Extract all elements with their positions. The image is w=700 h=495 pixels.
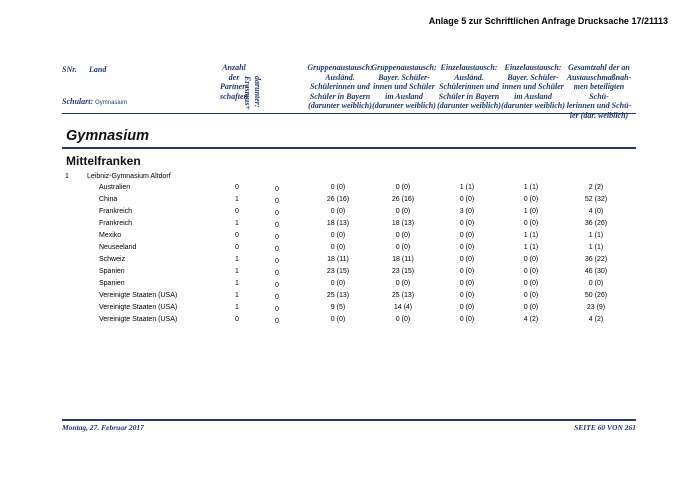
cell-group-in-bayern: 18 (11) bbox=[327, 256, 349, 263]
header-erasmus-line: Erasmus+ bbox=[243, 76, 253, 110]
cell-einzel-im-ausland: 1 (1) bbox=[523, 232, 539, 239]
cell-einzel-im-ausland: 1 (0) bbox=[523, 208, 539, 215]
cell-land: Spanien bbox=[99, 280, 125, 287]
cell-group-in-bayern: 18 (13) bbox=[326, 220, 350, 227]
cell-einzel-in-bayern: 0 (0) bbox=[459, 268, 475, 275]
cell-group-im-ausland: 0 (0) bbox=[395, 208, 411, 215]
cell-einzel-in-bayern: 0 (0) bbox=[459, 244, 475, 251]
cell-einzel-in-bayern: 0 (0) bbox=[459, 280, 475, 287]
cell-group-in-bayern: 26 (16) bbox=[326, 196, 350, 203]
table-row bbox=[0, 196, 700, 208]
header-line: Gruppenaustausch: bbox=[371, 63, 437, 72]
cell-einzel-in-bayern: 0 (0) bbox=[459, 256, 475, 263]
header-line: men beteiligten Schü- bbox=[573, 82, 625, 101]
cell-group-in-bayern: 25 (13) bbox=[326, 292, 350, 299]
cell-land: Frankreich bbox=[99, 220, 133, 227]
header-snr: SNr. bbox=[62, 65, 77, 74]
cell-group-im-ausland: 25 (13) bbox=[391, 292, 415, 299]
header-divider bbox=[62, 113, 636, 114]
table-row bbox=[0, 256, 700, 268]
cell-anzahl: 0 bbox=[235, 316, 239, 323]
header-anzahl-line: schaften bbox=[220, 91, 248, 101]
header-line: (darunter weiblich) bbox=[308, 101, 372, 110]
cell-group-in-bayern: 0 (0) bbox=[330, 316, 346, 323]
cell-gesamtzahl: 1 (1) bbox=[588, 244, 604, 251]
header-schulart bbox=[62, 97, 127, 109]
header-line: Schülerinnen und bbox=[439, 82, 499, 91]
cell-anzahl: 1 bbox=[235, 256, 239, 263]
table-row bbox=[0, 268, 700, 280]
cell-land: Mexiko bbox=[99, 232, 122, 239]
header-erasmus-line: darunter: bbox=[253, 76, 262, 108]
header-line: (darunter weiblich) bbox=[437, 101, 501, 110]
cell-erasmus: 0 bbox=[275, 270, 279, 277]
cell-anzahl: 1 bbox=[235, 196, 239, 203]
cell-erasmus: 0 bbox=[275, 246, 279, 253]
section-divider bbox=[62, 147, 636, 149]
table-row bbox=[0, 232, 700, 244]
header-line: innen und Schüler bbox=[502, 82, 564, 91]
header-line: Ausländ. bbox=[325, 72, 355, 82]
schulart-value: Gymnasium bbox=[95, 100, 128, 106]
cell-einzel-im-ausland: 0 (0) bbox=[523, 280, 539, 287]
schulart-label: Schulart: bbox=[62, 97, 94, 106]
footer-date: Montag, 27. Februar 2017 bbox=[62, 423, 144, 432]
header-line: innen und Schüler bbox=[373, 82, 435, 91]
header-line: Bayer. Schüler- bbox=[378, 72, 430, 82]
cell-gesamtzahl: 2 (2) bbox=[588, 184, 604, 191]
cell-group-in-bayern: 9 (5) bbox=[330, 304, 346, 311]
cell-group-im-ausland: 0 (0) bbox=[395, 244, 411, 251]
cell-erasmus: 0 bbox=[275, 234, 279, 241]
cell-land: Vereinigte Staaten (USA) bbox=[99, 292, 178, 299]
cell-einzel-in-bayern: 0 (0) bbox=[459, 220, 475, 227]
cell-einzel-in-bayern: 1 (1) bbox=[459, 184, 475, 191]
header-col-einzel-in-bayern bbox=[436, 63, 502, 111]
cell-gesamtzahl: 46 (30) bbox=[584, 268, 608, 275]
cell-einzel-in-bayern: 0 (0) bbox=[459, 196, 475, 203]
header-line: Gesamtzahl der an bbox=[568, 63, 630, 72]
cell-einzel-in-bayern: 0 (0) bbox=[459, 232, 475, 239]
cell-group-in-bayern: 0 (0) bbox=[330, 208, 346, 215]
cell-anzahl: 0 bbox=[235, 208, 239, 215]
cell-erasmus: 0 bbox=[275, 258, 279, 265]
cell-group-im-ausland: 0 (0) bbox=[395, 232, 411, 239]
cell-einzel-im-ausland: 1 (1) bbox=[523, 244, 539, 251]
cell-land: Australien bbox=[99, 184, 131, 191]
cell-group-in-bayern: 0 (0) bbox=[330, 232, 346, 239]
cell-einzel-im-ausland: 1 (1) bbox=[523, 184, 539, 191]
footer-divider bbox=[62, 419, 636, 421]
table-row bbox=[0, 304, 700, 316]
cell-land: Frankreich bbox=[99, 208, 133, 215]
cell-gesamtzahl: 1 (1) bbox=[588, 232, 604, 239]
header-line: Schüler in Bayern bbox=[438, 91, 500, 101]
cell-anzahl: 0 bbox=[235, 184, 239, 191]
cell-einzel-in-bayern: 0 (0) bbox=[459, 292, 475, 299]
school-name: Leibniz-Gymnasium Altdorf bbox=[87, 173, 171, 180]
cell-einzel-im-ausland: 0 (0) bbox=[523, 268, 539, 275]
cell-einzel-im-ausland: 0 (0) bbox=[523, 220, 539, 227]
table-row bbox=[0, 184, 700, 196]
cell-erasmus: 0 bbox=[275, 294, 279, 301]
header-line: ler (dar. weiblich) bbox=[569, 110, 629, 120]
cell-einzel-im-ausland: 0 (0) bbox=[523, 196, 539, 203]
cell-group-im-ausland: 0 (0) bbox=[395, 184, 411, 191]
header-line: Einzelaustausch: bbox=[440, 63, 498, 72]
header-line: Einzelaustausch: bbox=[504, 63, 562, 72]
cell-einzel-in-bayern: 0 (0) bbox=[459, 304, 475, 311]
header-anzahl-line: der bbox=[228, 72, 240, 82]
table-row bbox=[0, 280, 700, 292]
table-row bbox=[0, 244, 700, 256]
cell-land: Vereinigte Staaten (USA) bbox=[99, 304, 178, 311]
table-row bbox=[0, 220, 700, 232]
footer-page-number: SEITE 60 VON 261 bbox=[574, 423, 636, 432]
cell-group-im-ausland: 23 (15) bbox=[391, 268, 415, 275]
header-line: Schüler in Bayern bbox=[309, 91, 371, 101]
cell-gesamtzahl: 50 (26) bbox=[584, 292, 608, 299]
cell-einzel-in-bayern: 3 (0) bbox=[459, 208, 475, 215]
header-line: Schülerinnen und bbox=[310, 82, 370, 91]
cell-gesamtzahl: 0 (0) bbox=[588, 280, 604, 287]
cell-group-in-bayern: 0 (0) bbox=[330, 280, 346, 287]
cell-group-im-ausland: 26 (16) bbox=[391, 196, 415, 203]
cell-group-in-bayern: 0 (0) bbox=[330, 184, 346, 191]
cell-einzel-im-ausland: 0 (0) bbox=[523, 256, 539, 263]
cell-einzel-in-bayern: 0 (0) bbox=[459, 316, 475, 323]
cell-group-im-ausland: 18 (13) bbox=[391, 220, 415, 227]
cell-group-im-ausland: 18 (11) bbox=[392, 256, 414, 263]
cell-land: Neuseeland bbox=[99, 244, 137, 251]
cell-einzel-im-ausland: 0 (0) bbox=[523, 292, 539, 299]
header-line: im Ausland bbox=[385, 91, 423, 101]
header-line: lerinnen und Schü- bbox=[566, 101, 632, 110]
cell-anzahl: 1 bbox=[235, 220, 239, 227]
cell-erasmus: 0 bbox=[275, 210, 279, 217]
cell-land: Vereinigte Staaten (USA) bbox=[99, 316, 178, 323]
cell-erasmus: 0 bbox=[275, 198, 279, 205]
header-col-group-im-ausland bbox=[371, 63, 437, 111]
cell-gesamtzahl: 23 (9) bbox=[586, 304, 606, 311]
cell-anzahl: 1 bbox=[235, 280, 239, 287]
cell-erasmus: 0 bbox=[275, 222, 279, 229]
region-heading: Mittelfranken bbox=[66, 154, 141, 168]
cell-gesamtzahl: 4 (0) bbox=[588, 208, 604, 215]
cell-einzel-im-ausland: 0 (0) bbox=[523, 304, 539, 311]
cell-erasmus: 0 bbox=[275, 318, 279, 325]
header-col-einzel-im-ausland bbox=[500, 63, 566, 111]
cell-gesamtzahl: 36 (26) bbox=[584, 220, 608, 227]
header-land: Land bbox=[89, 65, 107, 74]
cell-group-im-ausland: 14 (4) bbox=[393, 304, 413, 311]
cell-gesamtzahl: 36 (22) bbox=[584, 256, 608, 263]
cell-group-in-bayern: 0 (0) bbox=[330, 244, 346, 251]
header-line: Gruppenaustausch: bbox=[307, 63, 373, 72]
school-number: 1 bbox=[65, 173, 69, 180]
cell-gesamtzahl: 4 (2) bbox=[588, 316, 604, 323]
table-row bbox=[0, 316, 700, 328]
section-title: Gymnasium bbox=[66, 128, 149, 144]
header-line: (darunter weiblich) bbox=[501, 101, 565, 110]
header-line: Ausländ. bbox=[454, 72, 484, 82]
cell-group-im-ausland: 0 (0) bbox=[395, 316, 411, 323]
cell-gesamtzahl: 52 (32) bbox=[584, 196, 608, 203]
cell-group-im-ausland: 0 (0) bbox=[395, 280, 411, 287]
cell-erasmus: 0 bbox=[275, 186, 279, 193]
header-anzahl-line: Anzahl bbox=[222, 63, 246, 72]
header-col-group-in-bayern bbox=[307, 63, 373, 111]
cell-land: Schweiz bbox=[99, 256, 126, 263]
header-line: Bayer. Schüler- bbox=[507, 72, 559, 82]
cell-land: China bbox=[99, 196, 118, 203]
header-erasmus bbox=[243, 76, 262, 110]
cell-anzahl: 0 bbox=[235, 244, 239, 251]
cell-einzel-im-ausland: 4 (2) bbox=[523, 316, 539, 323]
cell-erasmus: 0 bbox=[275, 306, 279, 313]
header-line: Austauschmaßnah- bbox=[566, 72, 632, 82]
annex-title: Anlage 5 zur Schriftlichen Anfrage Drucksache 17/21113 bbox=[428, 16, 668, 26]
cell-anzahl: 1 bbox=[235, 268, 239, 275]
header-col-gesamtzahl bbox=[564, 63, 634, 120]
header-line: (darunter weiblich) bbox=[372, 101, 436, 110]
cell-anzahl: 0 bbox=[235, 232, 239, 239]
cell-anzahl: 1 bbox=[235, 292, 239, 299]
table-row bbox=[0, 292, 700, 304]
cell-group-in-bayern: 23 (15) bbox=[326, 268, 350, 275]
cell-erasmus: 0 bbox=[275, 282, 279, 289]
table-row bbox=[0, 208, 700, 220]
header-line: im Ausland bbox=[514, 91, 552, 101]
cell-anzahl: 1 bbox=[235, 304, 239, 311]
header-anzahl-line: Partner- bbox=[220, 82, 248, 91]
cell-land: Spanien bbox=[99, 268, 125, 275]
